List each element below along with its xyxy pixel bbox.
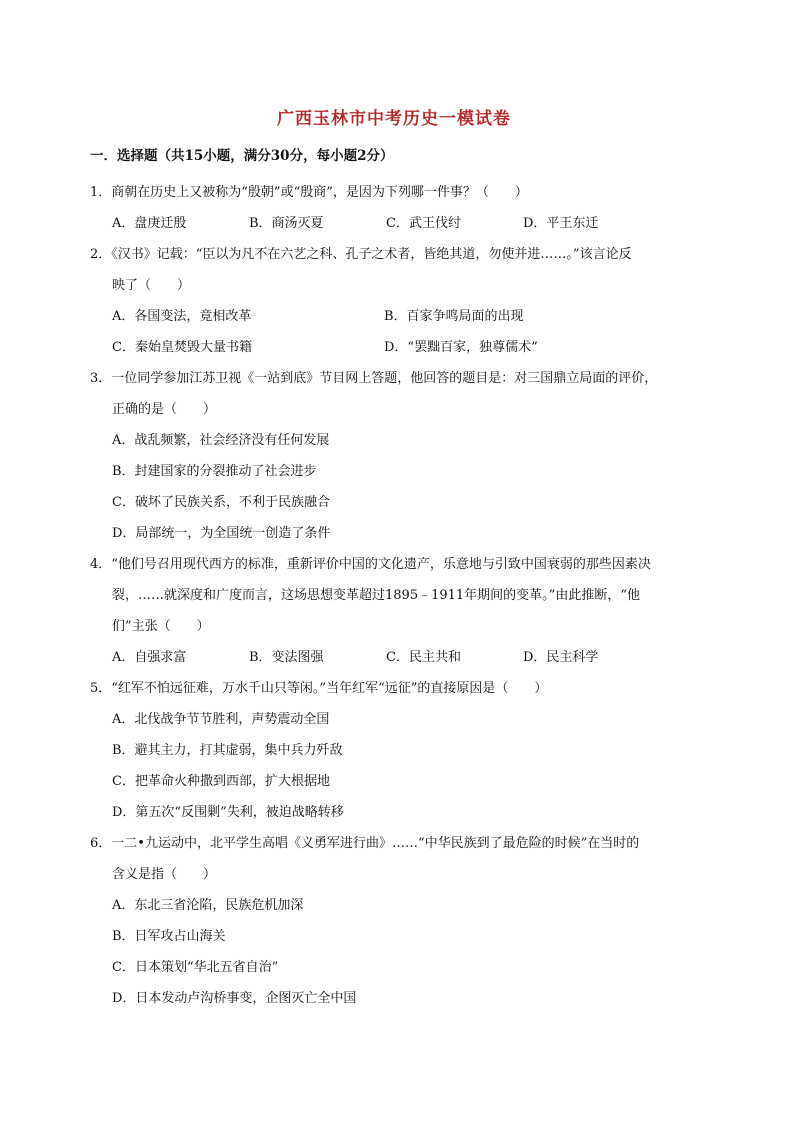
question-6 — [90, 828, 698, 1014]
question-6-stem: 6．一二•九运动中，北平学生高唱《义勇军进行曲》……“中华民族到了最危险的时候”在当时的 — [90, 836, 640, 851]
option-c: C．秦始皇焚毁大量书籍 — [112, 340, 252, 355]
question-3-stem: 3．一位同学参加江苏卫视《一站到底》节目网上答题，他回答的题目是：对三国鼎立局面的评价， — [90, 371, 658, 386]
option-c: C．把革命火种撒到西部，扩大根据地 — [112, 774, 330, 789]
option-d: D．“罢黜百家，独尊儒术” — [384, 340, 538, 355]
question-2-stem-cont: 映了（ ） — [112, 278, 191, 293]
option-b: B．日军攻占山海关 — [112, 929, 226, 944]
option-b: B．百家争鸣局面的出现 — [384, 309, 524, 324]
question-5 — [90, 673, 698, 828]
question-1-options — [90, 208, 698, 239]
option-d: D．第五次“反围剿”失利，被迫战略转移 — [112, 805, 344, 820]
option-c: C．武王伐纣 — [386, 216, 461, 231]
question-6-stem-cont: 含义是指（ ） — [112, 867, 217, 882]
option-b: B．避其主力，打其虚弱，集中兵力歼敌 — [112, 743, 343, 758]
option-c: C．破坏了民族关系，不利于民族融合 — [112, 495, 330, 510]
question-6-options — [90, 890, 698, 1014]
question-1-stem: 1．商朝在历史上又被称为“殷朝”或“殷商”，是因为下列哪一件事？（ ） — [90, 185, 528, 200]
option-b: B．封建国家的分裂推动了社会进步 — [112, 464, 317, 479]
option-d: D．局部统一，为全国统一创造了条件 — [112, 526, 331, 541]
question-3-stem-cont: 正确的是（ ） — [112, 402, 217, 417]
option-c: C．民主共和 — [386, 650, 461, 665]
option-c: C．日本策划“华北五省自治” — [112, 960, 279, 975]
option-a: A．自强求富 — [112, 650, 187, 665]
question-4-stem: 4．“他们号召用现代西方的标准，重新评价中国的文化遗产，乐意地与引致中国衰弱的那些因素决 — [90, 557, 651, 572]
question-2-options-row-1 — [90, 301, 698, 332]
option-a: A．盘庚迁殷 — [112, 216, 187, 231]
option-d: D．日本发动卢沟桥事变，企图灭亡全中国 — [112, 991, 357, 1006]
question-4-options — [90, 642, 698, 673]
question-4-stem-cont-2: 们”主张（ ） — [112, 619, 210, 634]
option-b: B．变法图强 — [249, 650, 324, 665]
question-4 — [90, 549, 698, 673]
question-2-options-row-2 — [90, 332, 698, 363]
question-5-stem: 5．“红军不怕远征难，万水千山只等闲。”当年红军“远征”的直接原因是（ ） — [90, 681, 548, 696]
option-a: A．北伐战争节节胜利，声势震动全国 — [112, 712, 330, 727]
document-title: 广西玉林市中考历史一模试卷 — [277, 109, 511, 129]
question-1 — [90, 177, 698, 239]
option-b: B．商汤灭夏 — [249, 216, 324, 231]
option-a: A．战乱频繁，社会经济没有任何发展 — [112, 433, 330, 448]
question-3-options — [90, 425, 698, 549]
question-2-stem: 2．《汉书》记载：“臣以为凡不在六艺之科、孔子之术者，皆绝其道，勿使并进……。”该言论反 — [90, 247, 632, 262]
option-d: D．民主科学 — [523, 650, 599, 665]
option-d: D．平王东迁 — [523, 216, 599, 231]
question-3 — [90, 363, 698, 549]
question-2 — [90, 239, 698, 363]
section-heading: 一．选择题（共15小题，满分30分，每小题2分） — [90, 148, 394, 164]
option-a: A．东北三省沦陷，民族危机加深 — [112, 898, 304, 913]
question-5-options — [90, 704, 698, 828]
question-4-stem-cont-1: 裂，……就深度和广度而言，这场思想变革超过1895﹣1911年期间的变革。”由此推断，“他 — [112, 588, 640, 603]
option-a: A．各国变法，竟相改革 — [112, 309, 252, 324]
